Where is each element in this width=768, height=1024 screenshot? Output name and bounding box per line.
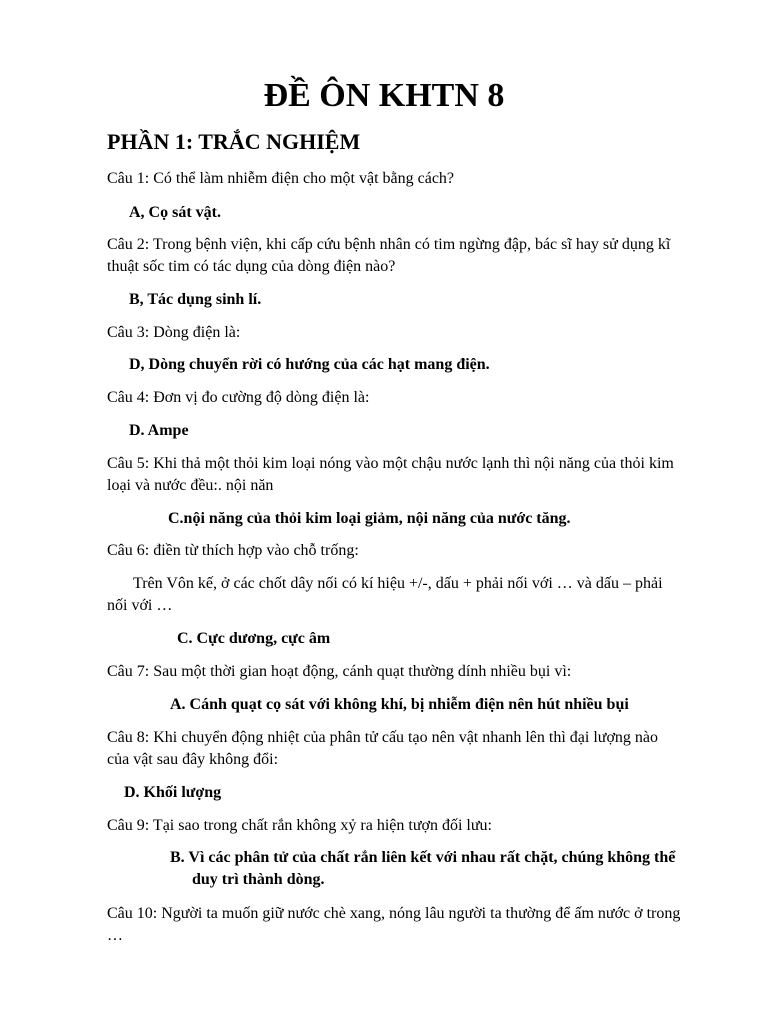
document-title: ĐỀ ÔN KHTN 8 bbox=[263, 77, 505, 114]
question-2: Câu 2: Trong bệnh viện, khi cấp cứu bệnh nhân có tim ngừng đập, bác sĩ hay sử dụng kĩ thuật sốc tim có tác dụng của dòng điện nào? bbox=[107, 236, 671, 275]
question-7: Câu 7: Sau một thời gian hoạt động, cánh quạt thường dính nhiều bụi vì: bbox=[107, 663, 572, 680]
question-4: Câu 4: Đơn vị đo cường độ dòng điện là: bbox=[107, 389, 370, 406]
question-6: Câu 6: điền từ thích hợp vào chỗ trống: bbox=[107, 542, 359, 559]
question-3: Câu 3: Dòng điện là: bbox=[107, 324, 241, 341]
answer-7: A. Cánh quạt cọ sát với không khí, bị nhiễm điện nên hút nhiều bụi bbox=[170, 696, 629, 713]
section-title: PHẦN 1: TRẮC NGHIỆM bbox=[107, 129, 361, 154]
answer-1: A, Cọ sát vật. bbox=[129, 204, 221, 221]
question-9: Câu 9: Tại sao trong chất rắn không xỷ ra hiện tượn đối lưu: bbox=[107, 817, 492, 834]
question-5: Câu 5: Khi thả một thỏi kim loại nóng vào một chậu nước lạnh thì nội năng của thỏi kim loại và nước đều:. nội năn bbox=[107, 455, 674, 494]
answer-4: D. Ampe bbox=[129, 422, 189, 439]
answer-8: D. Khối lượng bbox=[124, 784, 222, 801]
answer-5: C.nội năng của thỏi kim loại giảm, nội năng của nước tăng. bbox=[168, 510, 571, 527]
answer-9: B. Vì các phân tử của chất rắn liên kết với nhau rất chặt, chúng không thể duy trì thành dòng. bbox=[170, 849, 676, 888]
answer-2: B, Tác dụng sinh lí. bbox=[129, 291, 262, 308]
answer-3: D, Dòng chuyển rời có hướng của các hạt mang điện. bbox=[129, 356, 490, 373]
question-1: Câu 1: Có thể làm nhiễm điện cho một vật bằng cách? bbox=[107, 170, 455, 187]
question-10: Câu 10: Người ta muốn giữ nước chè xang, nóng lâu người ta thường để ấm nước ở trong … bbox=[107, 905, 681, 944]
question-6-statement: Trên Vôn kế, ở các chốt dây nối có kí hiệu +/-, dấu + phải nối với … và dấu – phải nối với … bbox=[107, 575, 663, 614]
answer-6: C. Cực dương, cực âm bbox=[177, 630, 331, 647]
question-8: Câu 8: Khi chuyển động nhiệt của phân tử cấu tạo nên vật nhanh lên thì đại lượng nào của vật sau đây không đổi: bbox=[107, 729, 658, 768]
